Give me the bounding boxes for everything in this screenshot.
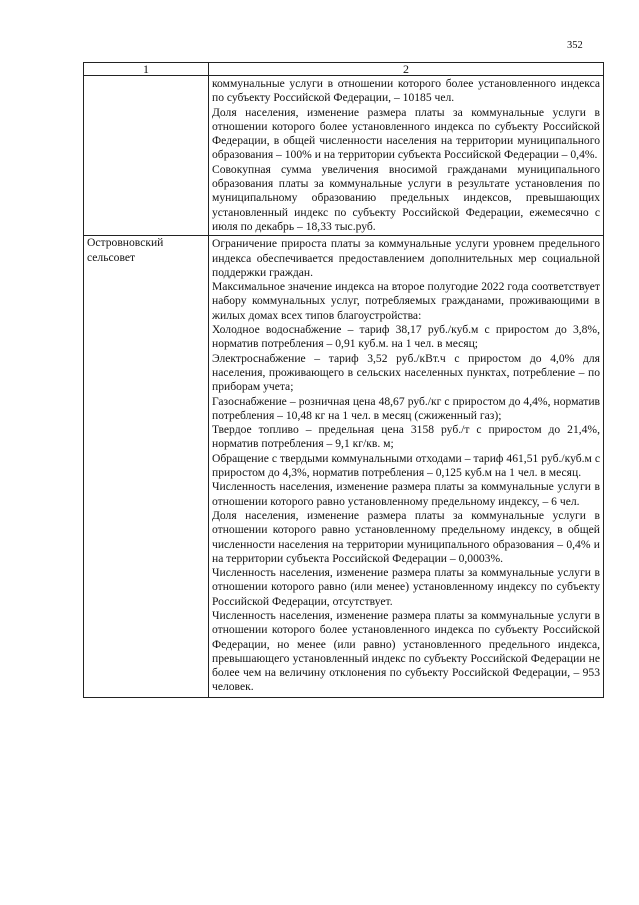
municipality-cell-empty [84, 76, 209, 236]
municipality-name-line2: сельсовет [87, 250, 136, 264]
description-cell [209, 76, 604, 236]
page-number: 352 [567, 40, 583, 51]
paragraph: Максимальное значение индекса на второе полугодие 2022 года соответствует набору коммунальных услуг, потребляемых гражданами, проживающими в жилых домах всех типов благоустройства: [212, 280, 600, 322]
paragraph: Холодное водоснабжение – тариф 38,17 руб./куб.м с приростом до 3,8%, норматив потребления – 0,91 куб.м. на 1 чел. в месяц; [212, 323, 600, 351]
paragraph: коммунальные услуги в отношении которого более установленного индекса по субъекту Российской Федерации, – 10185 чел. [212, 77, 600, 105]
description-cell [209, 236, 604, 698]
paragraph: Численность населения, изменение размера платы за коммунальные услуги в отношении которого равно установленному предельному индексу, – 6 чел. [212, 480, 600, 508]
paragraph: Обращение с твердыми коммунальными отходами – тариф 461,51 руб./куб.м с приростом до 4,3%, норматив потребления – 0,125 куб.м на 1 чел. в месяц. [212, 451, 600, 480]
paragraph: Совокупная сумма увеличения вносимой гражданами муниципального образования платы за коммунальные услуги в результате установления по муниципальному образованию предельных индексов, превышающих установленный индекс по субъекту Российской Федерации, ежемесячно с июля по декабрь – 18,33 тыс.руб. [212, 162, 600, 233]
table-row-ostrovnovsky [84, 236, 604, 698]
column-header-1: 1 [84, 63, 209, 76]
table-header-row [84, 63, 604, 76]
paragraph: Доля населения, изменение размера платы за коммунальные услуги в отношении которого равно установленному предельному индексу, в общей численности населения на территории муниципального образования – 0,4% и на территории субъекта Российской Федерации – 0,0003%. [212, 508, 600, 565]
paragraph: Численность населения, изменение размера платы за коммунальные услуги в отношении которого более установленного индекса по субъекту Российской Федерации, но менее (или равно) установленного предельного индекса, превышающего установленный индекс по субъекту Российской Федерации не более чем на величину отклонения по субъекту Российской Федерации, – 953 человек. [212, 608, 600, 694]
municipality-name-line1: Островновский [87, 236, 164, 250]
document-table [83, 62, 604, 698]
table-row-continuation [84, 76, 604, 236]
paragraph: Численность населения, изменение размера платы за коммунальные услуги в отношении которого равно (или менее) установленному индексу по субъекту Российской Федерации, отсутствует. [212, 566, 600, 608]
paragraph: Доля населения, изменение размера платы за коммунальные услуги в отношении которого более установленного индекса по субъекту Российской Федерации, в общей численности населения на территории муниципального образования – 100% и на территории субъекта Российской Федерации – 0,4%. [212, 105, 600, 162]
municipality-cell [84, 236, 209, 698]
paragraph: Ограничение прироста платы за коммунальные услуги уровнем предельного индекса обеспечивается предоставлением дополнительных мер социальной поддержки граждан. [212, 237, 600, 279]
column-header-2: 2 [209, 63, 604, 76]
paragraph: Газоснабжение – розничная цена 48,67 руб./кг с приростом до 4,4%, норматив потребления – 10,48 кг на 1 чел. в месяц (сжиженный газ); [212, 394, 600, 422]
paragraph: Электроснабжение – тариф 3,52 руб./кВт.ч с приростом до 4,0% для населения, проживающего в сельских населенных пунктах, потребление – по приборам учета; [212, 351, 600, 394]
paragraph: Твердое топливо – предельная цена 3158 руб./т с приростом до 21,4%, норматив потребления – 9,1 кг/кв. м; [212, 423, 600, 451]
